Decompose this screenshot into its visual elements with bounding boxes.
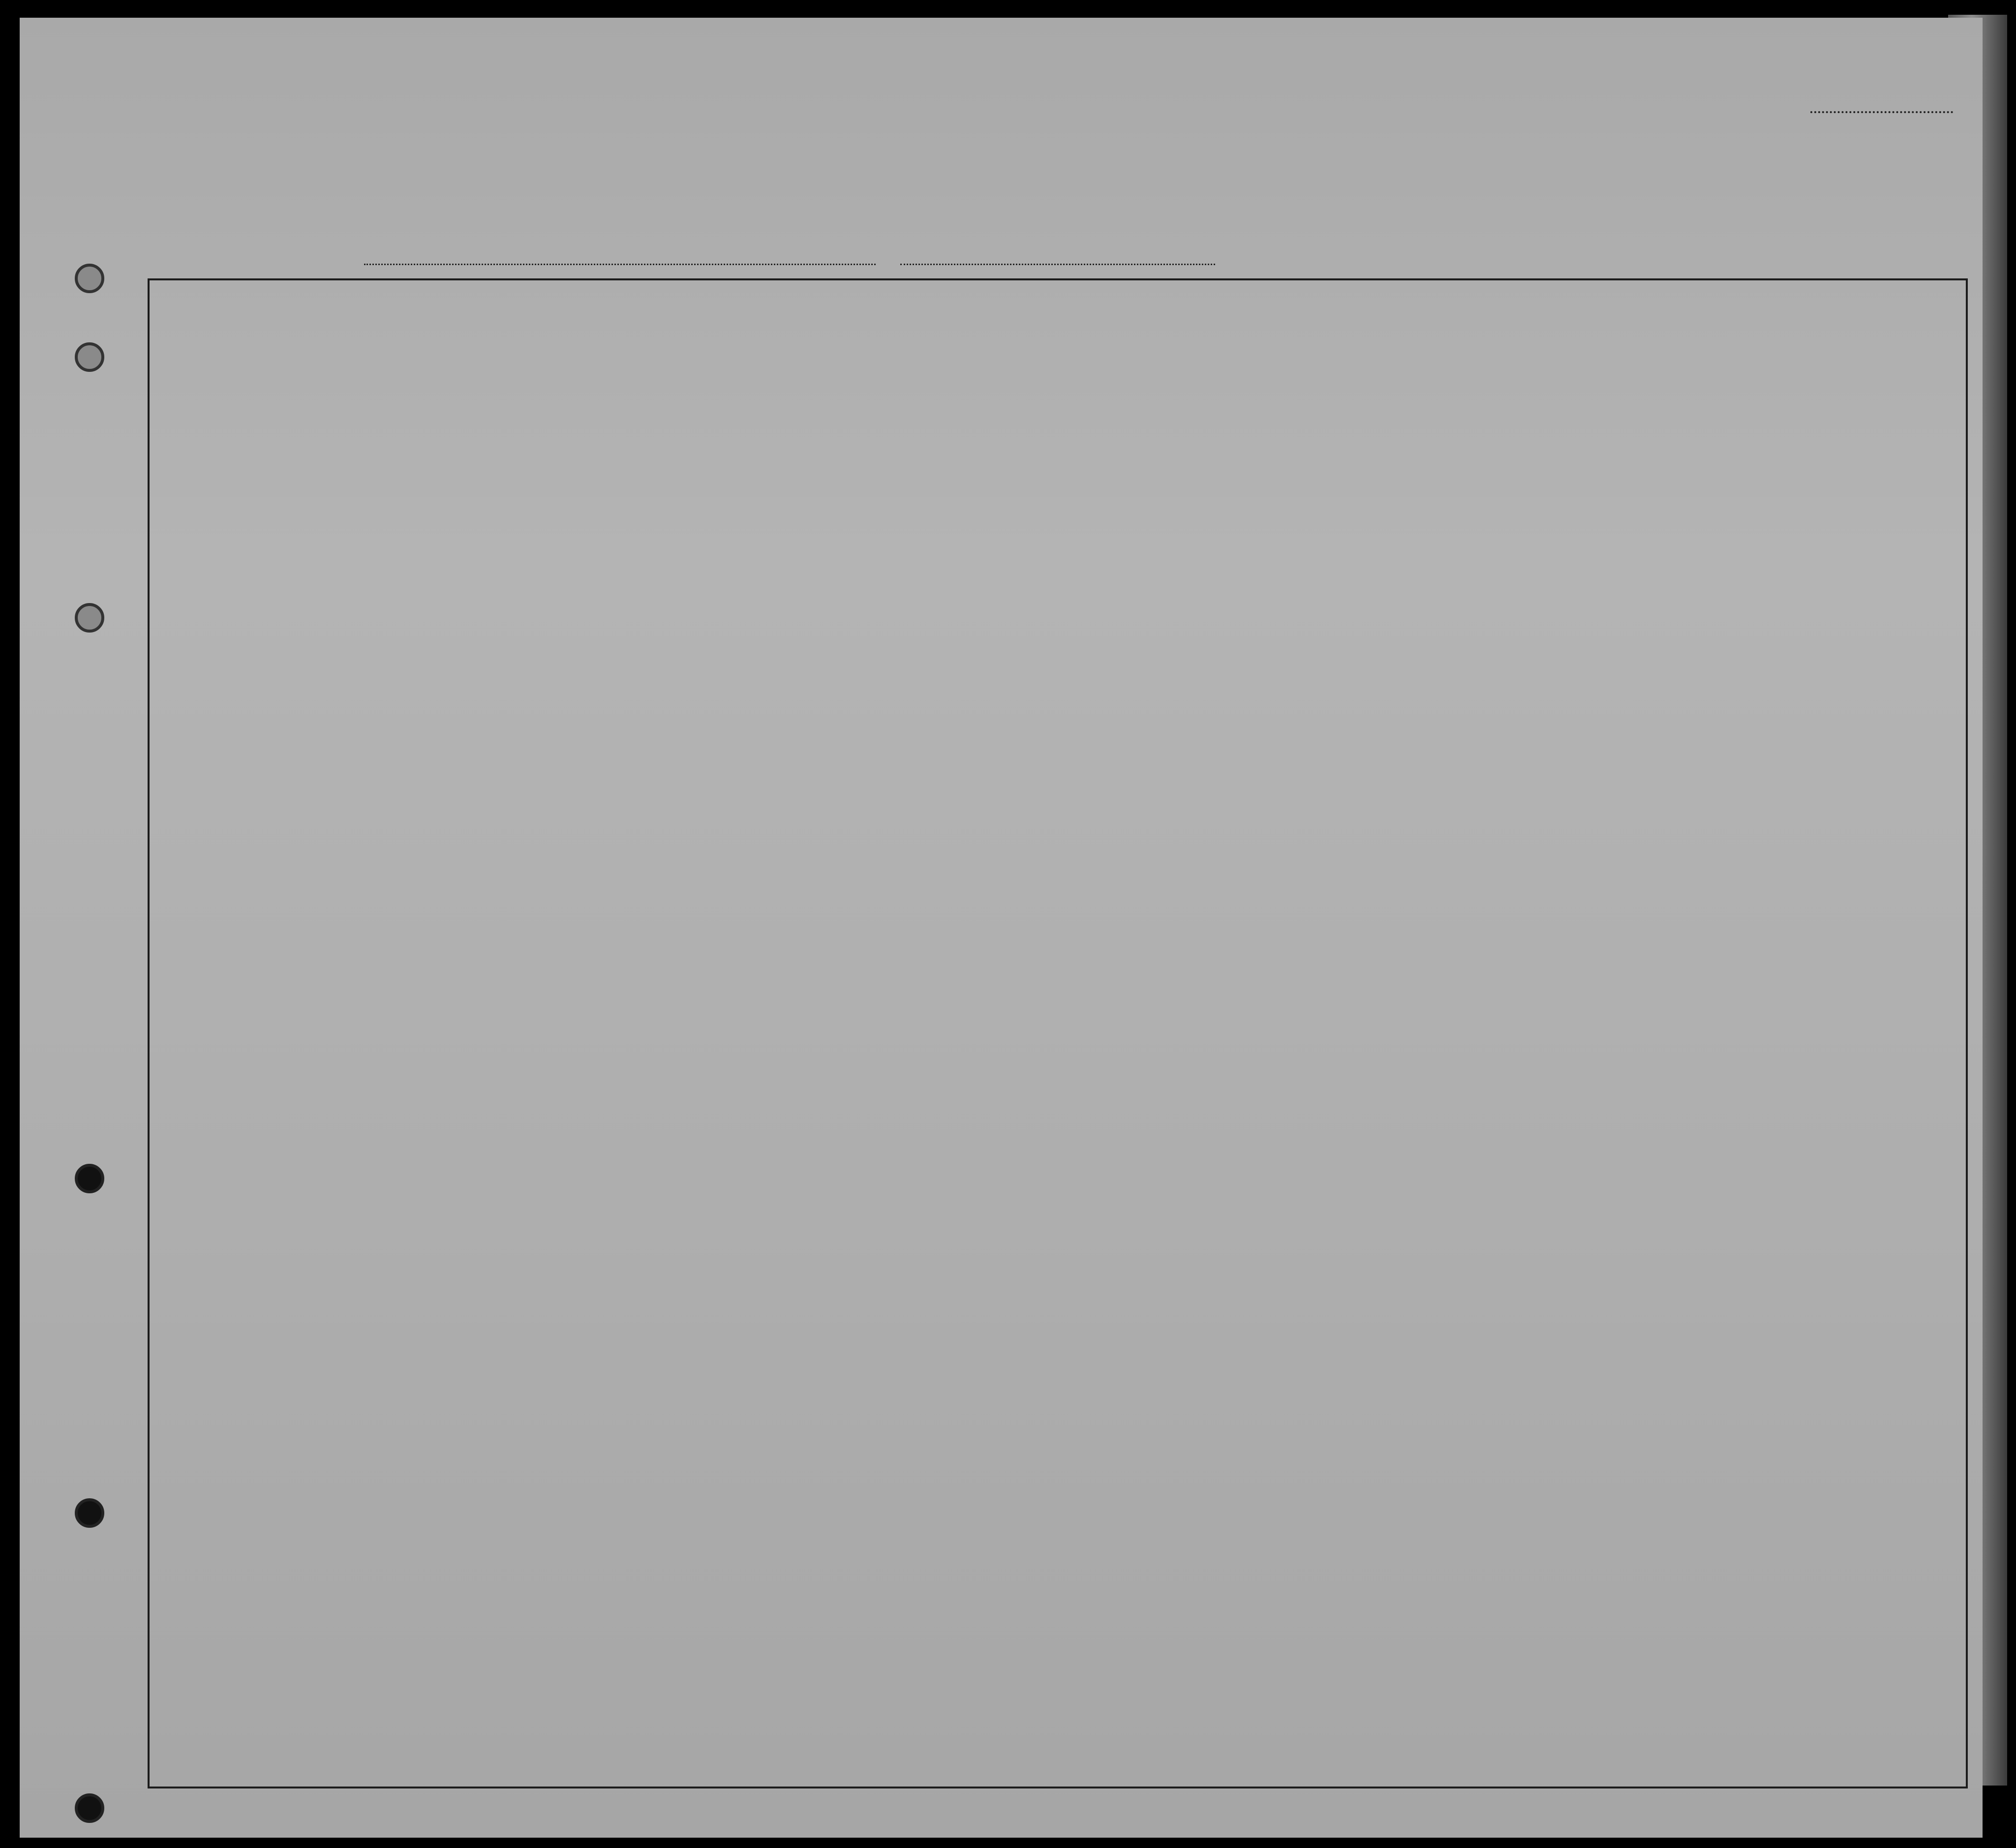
date-line	[900, 264, 1215, 265]
list-number-line	[1810, 111, 1953, 113]
binder-hole	[75, 1793, 104, 1823]
port-line	[364, 264, 876, 265]
binder-hole	[75, 1498, 104, 1528]
manifest-table	[148, 278, 1968, 1788]
binder-hole	[75, 342, 104, 372]
table-border	[148, 278, 1968, 1788]
binder-hole	[75, 603, 104, 633]
binder-hole	[75, 264, 104, 293]
manifest-sheet	[20, 18, 1983, 1838]
binder-hole	[75, 1164, 104, 1193]
